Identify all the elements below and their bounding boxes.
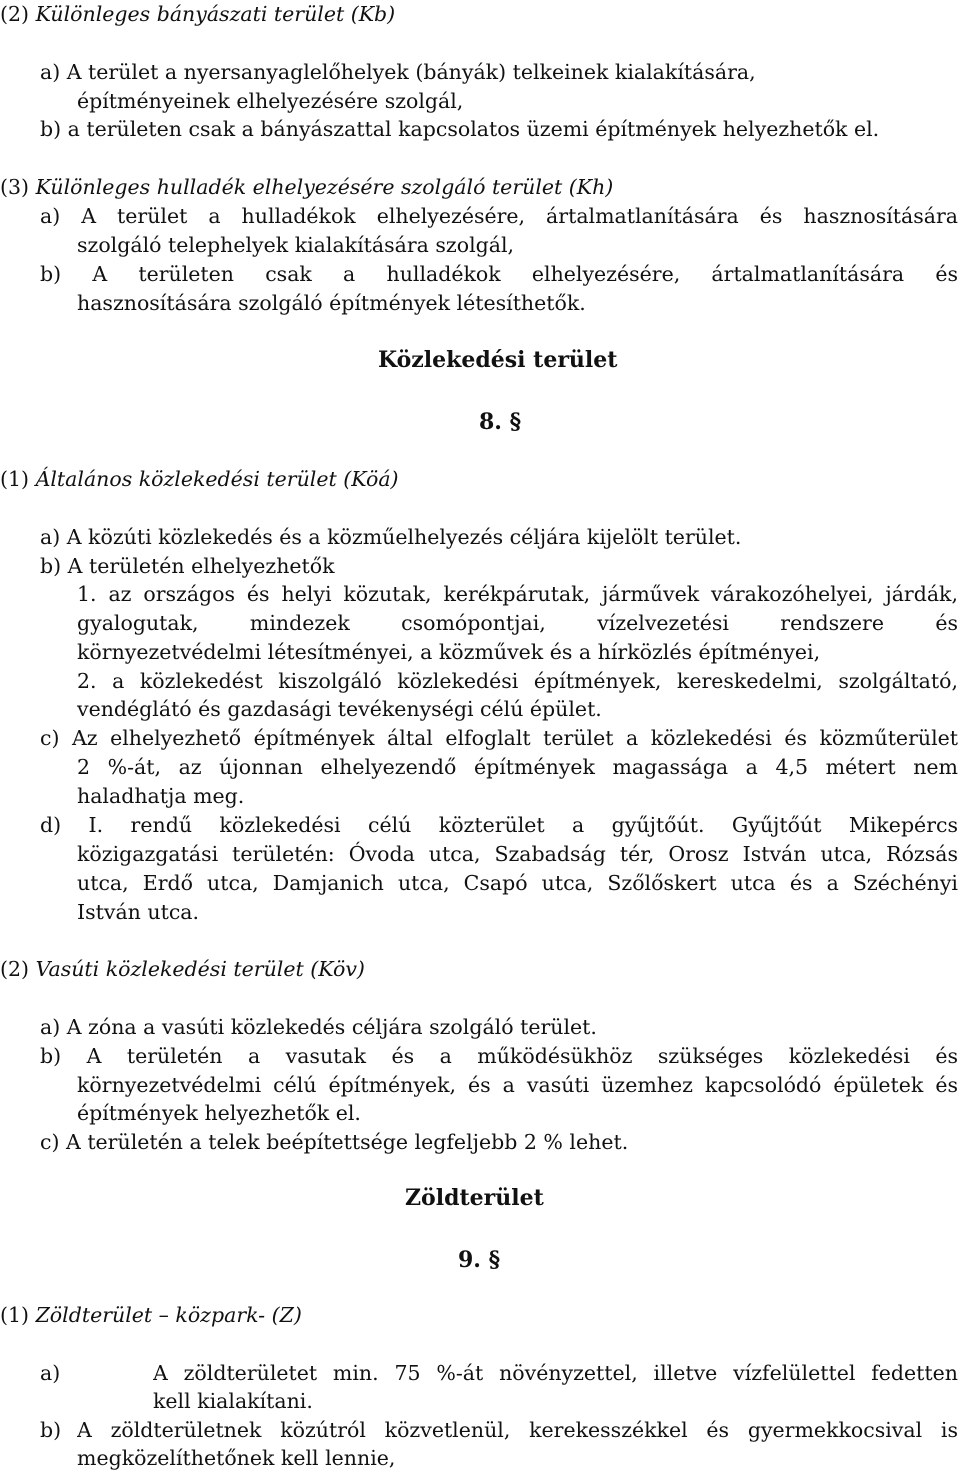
section-heading-zold: Zöldterület: [405, 1185, 544, 1211]
kb-a-line2: építményeinek elhelyezésére szolgál,: [77, 89, 464, 113]
koa-title: [0, 465, 399, 494]
koa-b-item1-line3: környezetvédelmi létesítményei, a közművek és a hírközlés építményei,: [77, 640, 821, 664]
z-b-line2: megközelíthetőnek kell lennie,: [77, 1446, 396, 1470]
kov-b-line3: építmények helyezhetők el.: [77, 1101, 361, 1125]
koa-a-line1: a) A közúti közlekedés és a közműelhelyezés céljára kijelölt terület.: [40, 525, 742, 549]
section-number-9: 9. §: [458, 1247, 501, 1273]
z-title-text: Zöldterület – közpark- (Z): [35, 1303, 302, 1327]
kb-title: [0, 0, 395, 29]
z-a-line1: A zöldterületet min. 75 %-át növényzettel, illetve vízfelülettel fedetten: [153, 1361, 958, 1385]
z-title: [0, 1301, 302, 1330]
z-a-line2: kell kialakítani.: [153, 1389, 313, 1413]
z-title-number: (1): [0, 1303, 36, 1327]
kov-c-line1: c) A területén a telek beépítettsége legfeljebb 2 % lehet.: [40, 1130, 629, 1154]
koa-d-line1: d) I. rendű közlekedési célú közterület a gyűjtőút. Gyűjtőút Mikepércs: [40, 813, 958, 837]
koa-d-line2: közigazgatási területén: Óvoda utca, Szabadság tér, Orosz István utca, Rózsás: [77, 842, 958, 866]
koa-b-item2-line1: 2. a közlekedést kiszolgáló közlekedési építmények, kereskedelmi, szolgáltató,: [77, 669, 958, 693]
kh-title-text: Különleges hulladék elhelyezésére szolgáló terület (Kh): [35, 175, 614, 199]
kov-a-line1: a) A zóna a vasúti közlekedés céljára szolgáló terület.: [40, 1015, 597, 1039]
koa-c-line2: 2 %-át, az újonnan elhelyezendő építmények magassága a 4,5 métert nem: [77, 755, 958, 779]
kh-b-line2: hasznosítására szolgáló építmények létesíthetők.: [77, 291, 586, 315]
koa-c-line3: haladhatja meg.: [77, 784, 245, 808]
koa-d-line4: István utca.: [77, 900, 200, 924]
kh-b-line1: b) A területen csak a hulladékok elhelyezésére, ártalmatlanítására és: [40, 262, 958, 286]
kov-title-text: Vasúti közlekedési terület (Köv): [35, 957, 365, 981]
kov-b-line1: b) A területén a vasutak és a működésükhöz szükséges közlekedési és: [40, 1044, 958, 1068]
kb-title-text: Különleges bányászati terület (Kb): [35, 2, 396, 26]
kb-b-line1: b) a területen csak a bányászattal kapcsolatos üzemi építmények helyezhetők el.: [40, 117, 880, 141]
kov-title-number: (2): [0, 957, 36, 981]
kh-title-number: (3): [0, 175, 36, 199]
koa-b-line1: b) A területén elhelyezhetők: [40, 554, 335, 578]
kov-b-line2: környezetvédelmi célú építmények, és a vasúti üzemhez kapcsolódó épületek és: [77, 1073, 958, 1097]
z-b-label: b): [40, 1418, 62, 1442]
kb-title-number: (2): [0, 2, 36, 26]
kh-title: [0, 173, 613, 202]
kh-a-line2: szolgáló telephelyek kialakítására szolgál,: [77, 233, 515, 257]
z-b-line1: A zöldterületnek közútról közvetlenül, kerekesszékkel és gyermekkocsival is: [77, 1418, 958, 1442]
koa-b-item1-line1: 1. az országos és helyi közutak, kerékpárutak, járművek várakozóhelyei, járdák,: [77, 582, 958, 606]
koa-title-text: Általános közlekedési terület (Köá): [35, 467, 399, 491]
koa-d-line3: utca, Erdő utca, Damjanich utca, Csapó utca, Szőlőskert utca és a Széchényi: [77, 871, 958, 895]
kh-a-line1: a) A terület a hulladékok elhelyezésére, ártalmatlanítására és hasznosítására: [40, 204, 958, 228]
kov-title: [0, 955, 365, 984]
section-heading-kozlekedesi: Közlekedési terület: [378, 347, 618, 373]
z-a-label: a): [40, 1361, 61, 1385]
koa-b-item1-line2: gyalogutak, mindezek csomópontjai, vízelvezetési rendszere és: [77, 611, 958, 635]
kb-a-line1: a) A terület a nyersanyaglelőhelyek (bányák) telkeinek kialakítására,: [40, 60, 756, 84]
koa-c-line1: c) Az elhelyezhető építmények által elfoglalt terület a közlekedési és közműterület: [40, 726, 958, 750]
koa-title-number: (1): [0, 467, 36, 491]
section-number-8: 8. §: [479, 409, 522, 435]
koa-b-item2-line2: vendéglátó és gazdasági tevékenységi célú épület.: [77, 697, 602, 721]
